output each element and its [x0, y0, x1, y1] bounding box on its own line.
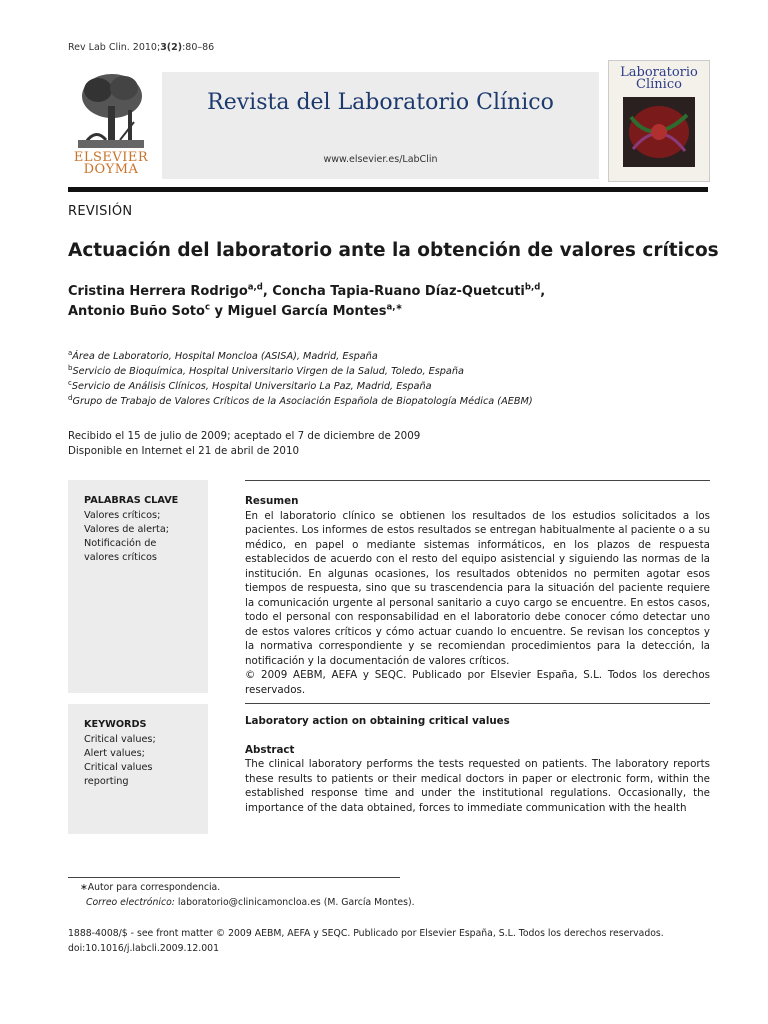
elsevier-logo — [68, 70, 154, 180]
journal-header — [162, 72, 599, 179]
journal-citation: Rev Lab Clin. 2010;3(2):80–86 — [68, 42, 215, 53]
keywords-es-box — [68, 480, 208, 693]
affiliation: $^a$Área de Laboratorio, Hospital Moncloa (ASISA), Madrid, España — [68, 348, 378, 362]
article-section: REVISIÓN — [68, 204, 133, 219]
abstract-en-title: Laboratory action on obtaining critical values — [245, 715, 510, 727]
article-title: Actuación del laboratorio ante la obtención de valores críticos — [68, 240, 719, 261]
keyword-item: Critical values; — [84, 734, 156, 745]
author: Cristina Herrera Rodrigo$^{a,d}$, — [68, 282, 273, 299]
elsevier-tree-icon — [76, 70, 146, 150]
keyword-item: Alert values; — [84, 748, 145, 759]
email-note: Correo electrónico: laboratorio@clinicamoncloa.es (M. García Montes). — [86, 897, 415, 908]
keyword-item: Notificación de — [84, 538, 157, 549]
correspondence-note: ∗Autor para correspondencia. — [80, 882, 221, 893]
abstract-en-section — [245, 714, 710, 815]
keyword-item: Valores de alerta; — [84, 524, 170, 535]
cover-illustration-icon — [623, 97, 695, 167]
author-email-link[interactable]: laboratorio@clinicamoncloa.es (M. García Montes). — [174, 897, 415, 908]
elsevier-doyma-wordmark: ELSEVIER DOYMA — [73, 150, 149, 177]
affiliation: $^c$Servicio de Análisis Clínicos, Hospital Universitario La Paz, Madrid, España — [68, 378, 432, 392]
journal-cover — [608, 60, 710, 182]
received-date: Recibido el 15 de julio de 2009; aceptado el 7 de diciembre de 2009 — [68, 430, 421, 442]
resumen-heading: Resumen — [245, 495, 299, 507]
journal-url[interactable]: www.elsevier.es/LabClin — [323, 154, 438, 165]
affiliation: $^d$Grupo de Trabajo de Valores Críticos de la Asociación Española de Biopatología Médica (AEBM) — [68, 393, 533, 407]
author: Antonio Buño Soto$^c$ y — [68, 302, 228, 319]
resumen-copyright: © 2009 AEBM, AEFA y SEQC. Publicado por Elsevier España, S.L. Todos los derechos reservados. — [245, 669, 710, 696]
resumen-body: En el laboratorio clínico se obtienen los resultados de los estudios solicitados a los pacientes. Los informes de estos resultados se entregan habitualmente al paciente o a su médico, en papel o mediante sistemas informáticos, en los plazos de respuesta establecidos de acuerdo con el resto del equipo asistencial y siguiendo las normas de la institución. En algunas ocasiones, los resultados obtenidos no permiten agotar esos tiempos de respuesta, sino que su trascendencia para la situación del paciente requiere la comunicación urgente al personal sanitario a cuyo cargo se encuentre. En estos casos, todo el personal con responsabilidad en el laboratorio debe conocer cómo detectar uno de estos valores críticos y cómo actuar cuando lo encuentre. Se revisan los conceptos y la normativa correspondiente y se recomiendan procedimientos para la detección, la notificación y la documentación de valores críticos. — [245, 509, 710, 667]
abstract-body: The clinical laboratory performs the tests requested on patients. The laboratory reports these results to patients or their medical doctors in paper or electronic form, within the established response time and under the institutional regulations. Occasionally, the importance of the data obtained, forces to immediate communication with the health — [245, 758, 710, 814]
abstract-mid-rule — [245, 703, 710, 704]
affiliations — [68, 349, 728, 409]
abstract-heading: Abstract — [245, 743, 295, 756]
author: Miguel García Montes$^{a,∗}$ — [227, 302, 403, 319]
keyword-item: reporting — [84, 776, 129, 787]
keywords-en-title: KEYWORDS — [84, 719, 147, 730]
journal-title: Revista del Laboratorio Clínico — [207, 90, 554, 115]
abstract-top-rule — [245, 480, 710, 481]
article-dates — [68, 429, 420, 459]
author: Concha Tapia-Ruano Díaz-Quetcuti$^{b,d}$, — [272, 282, 546, 299]
footnote-divider — [68, 877, 400, 878]
online-date: Disponible en Internet el 21 de abril de 2010 — [68, 445, 300, 457]
keyword-item: Critical values — [84, 762, 153, 773]
keyword-item: valores críticos — [84, 552, 157, 563]
keywords-es-title: PALABRAS CLAVE — [84, 495, 179, 506]
keywords-en-box — [68, 704, 208, 834]
keyword-item: Valores críticos; — [84, 510, 161, 521]
issn-line: 1888-4008/$ - see front matter © 2009 AEBM, AEFA y SEQC. Publicado por Elsevier España, S.L. Todos los derechos reservados. — [68, 928, 664, 939]
author-list — [68, 282, 728, 322]
affiliation: $^b$Servicio de Bioquímica, Hospital Universitario Virgen de la Salud, Toledo, España — [68, 363, 464, 377]
doi-line[interactable]: doi:10.1016/j.labcli.2009.12.001 — [68, 943, 219, 954]
cover-title: Laboratorio Clínico — [620, 65, 698, 92]
header-divider — [68, 187, 708, 192]
resumen-section — [245, 494, 710, 697]
